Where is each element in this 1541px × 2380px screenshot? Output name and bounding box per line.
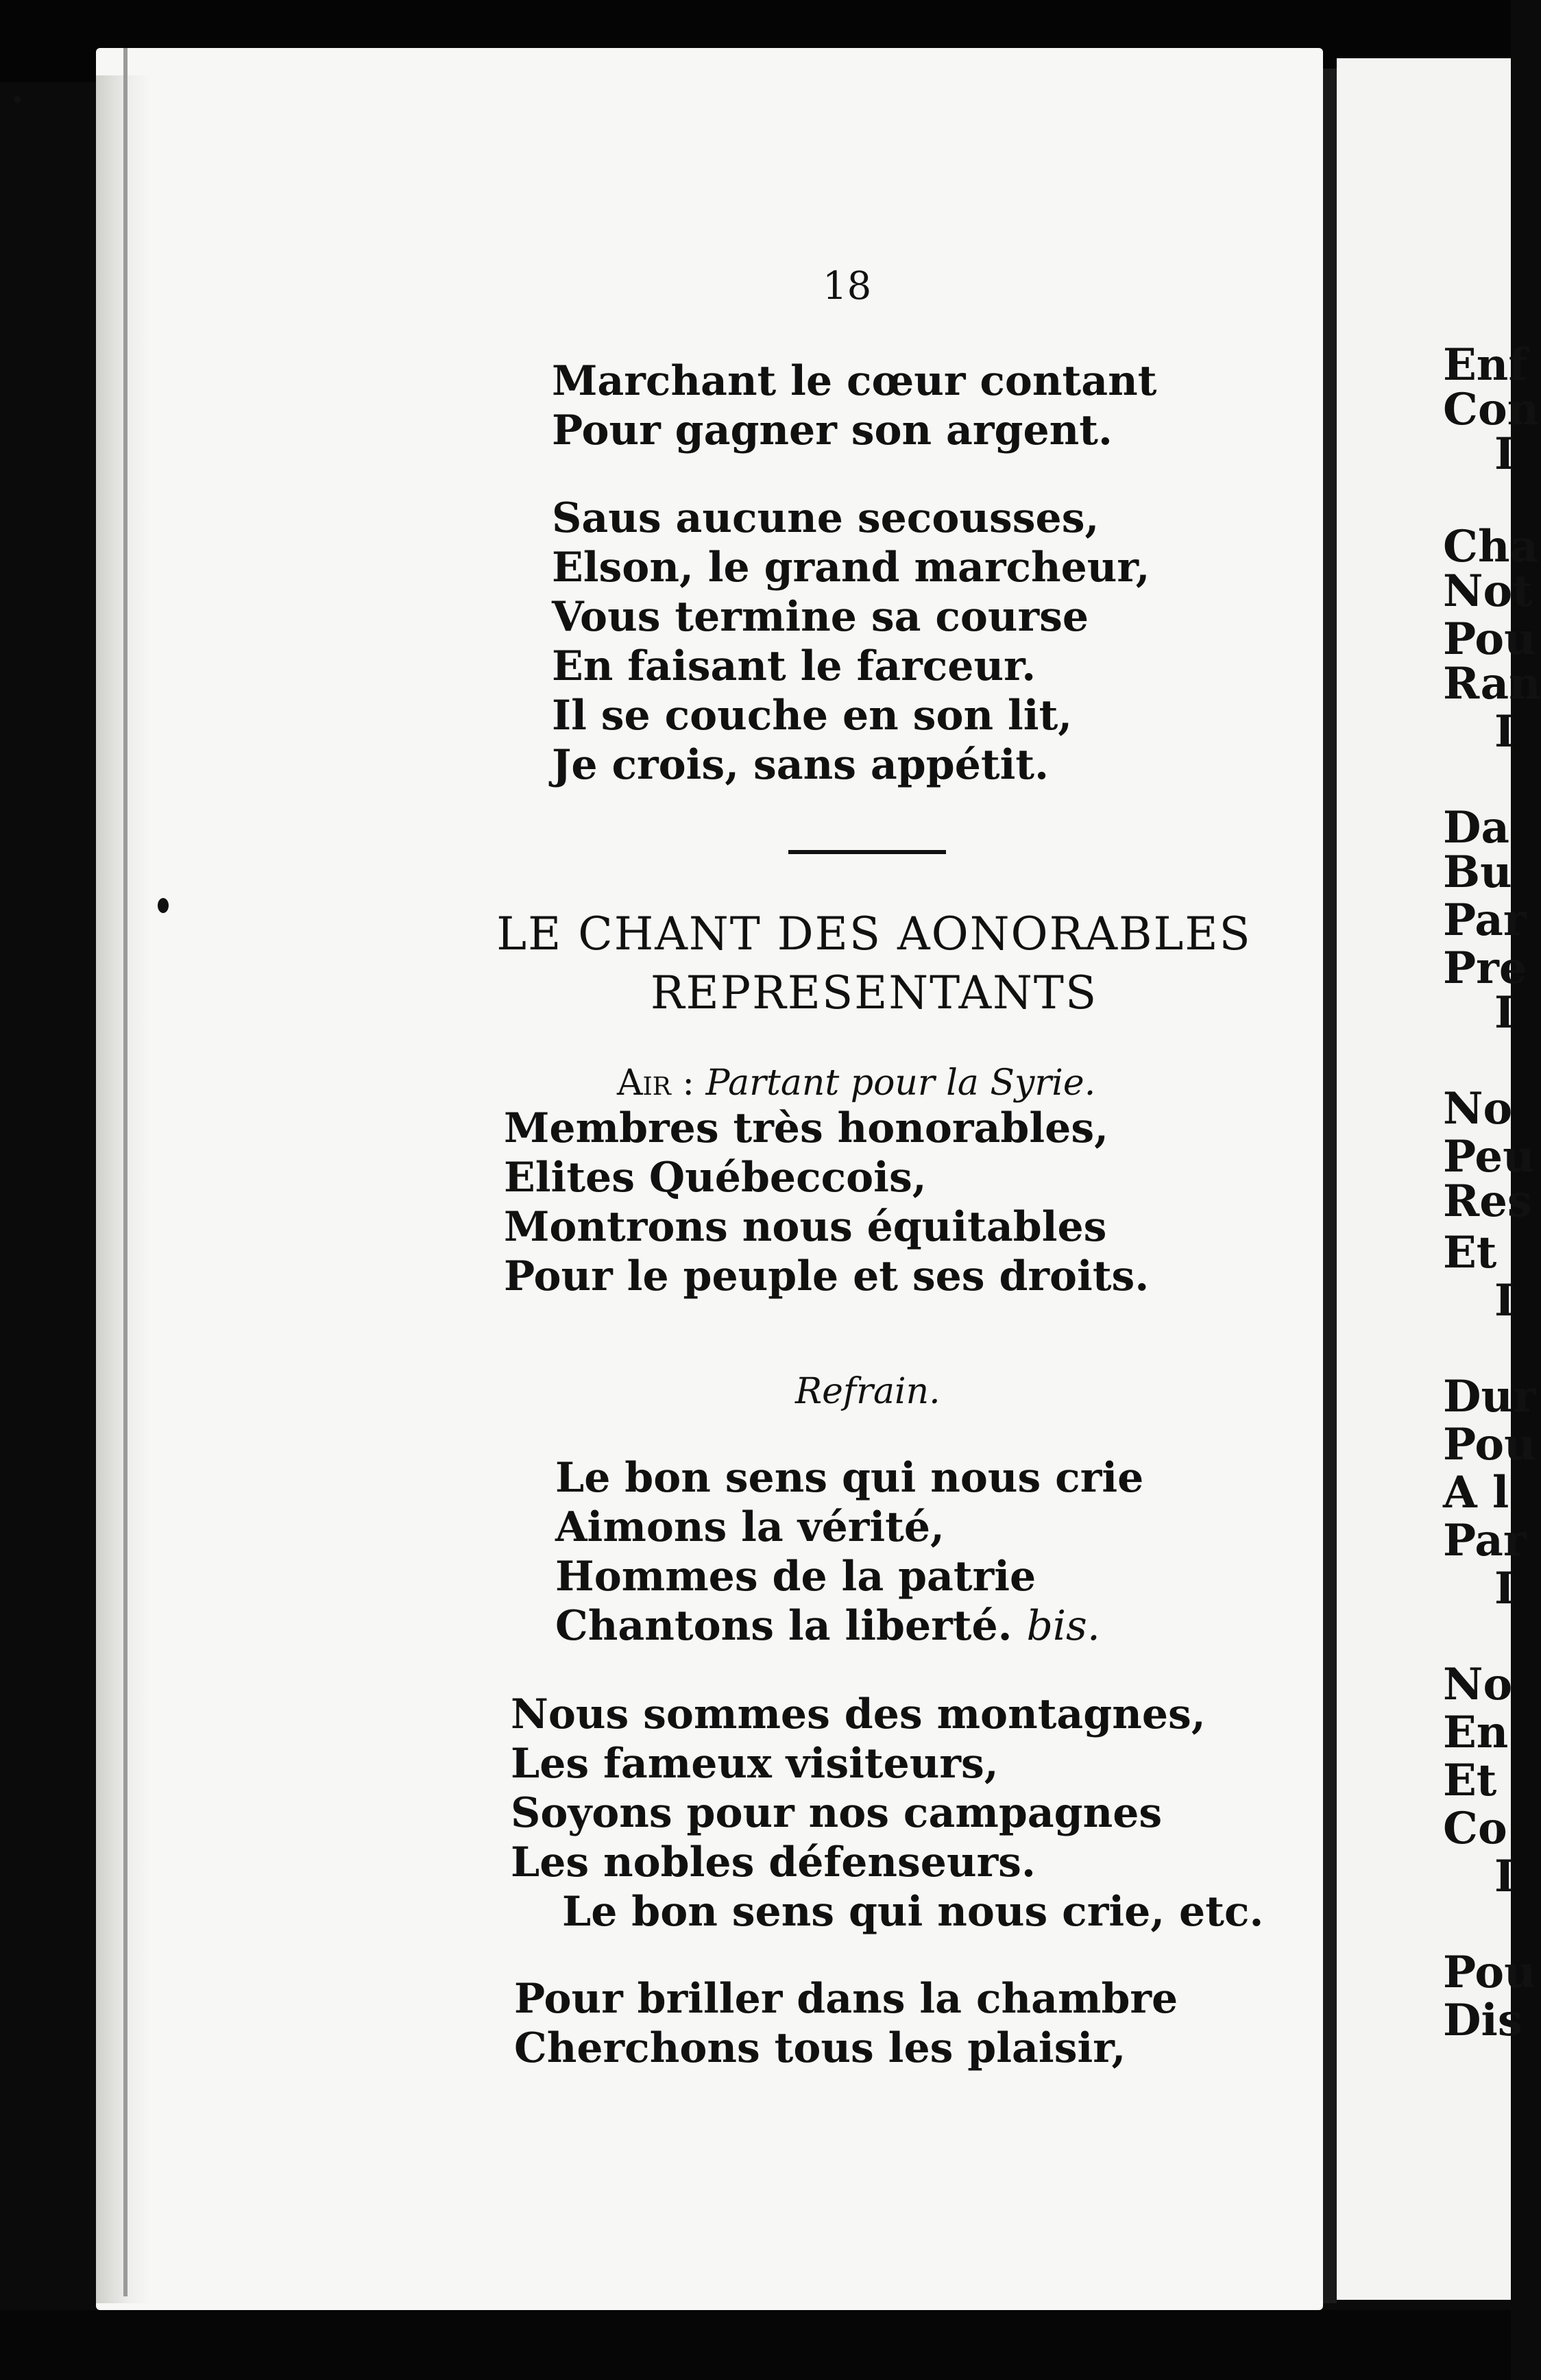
right-page-fragment: No: [1443, 1659, 1513, 1710]
verse-line-with-bis: [555, 1601, 1143, 1651]
refrain-last-line: Chantons la liberté.: [555, 1602, 1012, 1650]
verse-line: Pour le peuple et ses droits.: [504, 1252, 1150, 1300]
verse-line: Elites Québeccois,: [504, 1154, 927, 1202]
verse-1: [504, 1104, 1149, 1301]
verse-line: Le bon sens qui nous crie, etc.: [562, 1888, 1264, 1936]
right-page-fragment: Ran: [1443, 658, 1541, 709]
song-title-line-2: REPRESENTANTS: [650, 967, 1098, 1019]
right-page-fragment: Cha: [1443, 521, 1538, 572]
verse-line: Soyons pour nos campagnes: [511, 1789, 1163, 1837]
right-page-fragment: Pre: [1443, 943, 1527, 994]
right-page-fragment: I: [1494, 1275, 1515, 1326]
dust-speck: [14, 96, 21, 103]
right-page-fragment: Par: [1443, 1515, 1527, 1566]
right-page-fragment: Pou: [1443, 614, 1536, 665]
verse-line: Il se couche en son lit,: [552, 692, 1073, 740]
verse-line: Le bon sens qui nous crie: [555, 1454, 1144, 1502]
section-rule: [788, 850, 946, 854]
verse-line: Nous sommes des montagnes,: [511, 1690, 1206, 1738]
right-page-fragment: Not: [1443, 566, 1533, 617]
verse-line: Pour gagner son argent.: [552, 406, 1113, 454]
verse-line: Hommes de la patrie: [555, 1553, 1036, 1601]
verse-line: Montrons nous équitables: [504, 1203, 1107, 1251]
air-indication: [617, 1062, 1095, 1104]
right-page-fragment: Res: [1443, 1176, 1532, 1227]
verse-line: Vous termine sa course: [552, 593, 1089, 641]
right-page-fragment: Pou: [1443, 1947, 1536, 1998]
verse-line: Les fameux visiteurs,: [511, 1740, 999, 1788]
stanza-top: [552, 356, 1156, 455]
right-page-fragment: Et: [1443, 1755, 1497, 1806]
song-title-line-1: LE CHANT DES AONORABLES: [496, 908, 1252, 960]
bis-marker: bis.: [1026, 1602, 1100, 1650]
right-page-fragment: I: [1494, 1851, 1515, 1902]
stanza-2: [552, 494, 1150, 790]
page-number: 18: [823, 264, 872, 308]
verse-line: Les nobles défenseurs.: [511, 1838, 1036, 1886]
right-page-fragment: Et: [1443, 1227, 1497, 1278]
verse-line: Cherchons tous les plaisir,: [514, 2024, 1126, 2072]
air-label: Air :: [617, 1062, 694, 1104]
verse-2: [511, 1690, 1263, 1936]
refrain-label: Refrain.: [795, 1371, 941, 1412]
verse-line: Je crois, sans appétit.: [552, 741, 1049, 789]
right-page-fragment: Enf: [1443, 339, 1527, 391]
right-page-fragment: No: [1443, 1083, 1513, 1134]
right-page-fragment: Par: [1443, 895, 1527, 946]
song-title: [480, 905, 1268, 1023]
page-fold-line: [123, 48, 128, 2296]
right-page-fragment: Pou: [1443, 1419, 1536, 1470]
verse-line: Aimons la vérité,: [555, 1503, 945, 1551]
refrain: [555, 1453, 1143, 1651]
verse-line: Pour briller dans la chambre: [514, 1975, 1178, 2023]
right-page-fragment: I: [1494, 428, 1515, 480]
page-gutter: [1323, 69, 1337, 2303]
right-page-fragment: Dis: [1443, 1995, 1522, 2046]
verse-line: En faisant le farceur.: [552, 642, 1036, 690]
verse-line: Elson, le grand marcheur,: [552, 544, 1150, 592]
verse-3: [514, 1974, 1178, 2073]
right-page-fragment: Da: [1443, 802, 1509, 853]
scan-border-bottom: [0, 2310, 1511, 2380]
right-page-fragment: En: [1443, 1707, 1509, 1758]
verse-line: Saus aucune secousses,: [552, 494, 1100, 542]
right-page-fragment: Peu: [1443, 1131, 1535, 1182]
verse-line: Marchant le cœur contant: [552, 357, 1157, 405]
air-tune: Partant pour la Syrie.: [705, 1062, 1096, 1104]
right-page-fragment: Bu: [1443, 847, 1512, 898]
right-page-fragment: Co: [1443, 1803, 1507, 1854]
right-page-fragment: I: [1494, 1563, 1515, 1614]
right-page-fragment: I: [1494, 706, 1515, 757]
verse-line: Membres très honorables,: [504, 1104, 1109, 1152]
dust-speck: [158, 898, 169, 913]
right-page-fragment: A l: [1443, 1467, 1509, 1518]
right-page-fragment: I: [1494, 987, 1515, 1039]
right-page-fragment: Dur: [1443, 1371, 1536, 1422]
right-page-fragment: Con: [1443, 384, 1540, 435]
